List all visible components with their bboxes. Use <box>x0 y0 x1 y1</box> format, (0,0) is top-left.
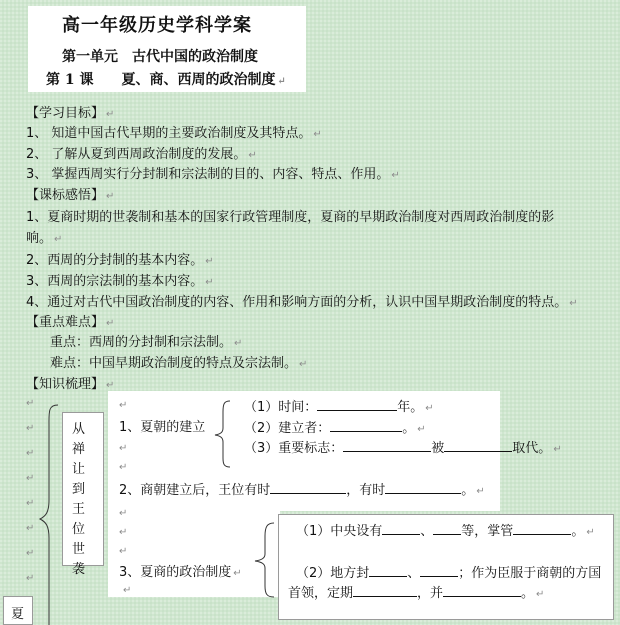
return-mark-icon: ↵ <box>106 380 115 391</box>
politics-central-prefix: （1）中央设有 <box>296 524 383 539</box>
return-mark-icon: ↵ <box>205 277 214 288</box>
return-mark-icon: ↵ <box>569 298 578 309</box>
politics-local-line-2 <box>288 583 544 605</box>
xia-founder-suffix: 。 <box>402 421 416 436</box>
objective-text: 2、 了解从夏到西周政治制度的发展。 <box>26 147 247 162</box>
shang-succession-prefix: 2、商朝建立后，王位有时 <box>119 483 271 498</box>
return-mark-icon: ↵ <box>123 585 132 596</box>
return-mark-icon: ↵ <box>233 568 242 579</box>
return-mark-icon: ↵ <box>106 191 115 202</box>
xia-sign-mid: 被 <box>431 441 445 456</box>
difficult-point-text: 难点：中国早期政治制度的特点及宗法制。 <box>50 356 298 371</box>
xia-sign-suffix: 取代。 <box>512 441 552 456</box>
objective-item <box>26 124 322 145</box>
return-mark-icon: ↵ <box>391 170 400 181</box>
standard-item <box>26 272 214 293</box>
objective-text: 1、 知道中国古代早期的主要政治制度及其特点。 <box>26 126 312 141</box>
objective-item <box>26 165 400 186</box>
xia-sign-line <box>244 438 562 460</box>
return-mark-icon: ↵ <box>26 498 35 509</box>
shang-succession-suffix: 。 <box>461 483 475 498</box>
return-mark-icon: ↵ <box>119 443 128 454</box>
xia-sign-prefix: （3）重要标志： <box>244 441 344 456</box>
standard-text: 2、西周的分封制的基本内容。 <box>26 253 204 268</box>
shang-succession-mid: ，有时 <box>346 483 386 498</box>
return-mark-icon: ↵ <box>248 150 257 161</box>
standard-item: 1、夏商时期的世袭制和基本的国家行政管理制度，夏商的早期政治制度对西周政治制度的影 <box>26 210 555 225</box>
politics-local-blank-1[interactable] <box>369 563 407 577</box>
xia-time-suffix: 年。 <box>397 400 424 415</box>
standards-heading <box>26 186 114 207</box>
politics-local-blank-3[interactable] <box>353 583 417 597</box>
return-mark-icon: ↵ <box>119 508 128 519</box>
page-title: 高一年级历史学科学案 <box>62 15 252 36</box>
standard-item-continued <box>26 229 62 250</box>
politics-central-blank-3[interactable] <box>513 521 571 535</box>
politics-local-prefix: （2）地方封 <box>296 566 370 581</box>
politics-local-sep: 、 <box>407 566 421 581</box>
lesson-title <box>46 69 286 89</box>
standards-heading-text: 【课标感悟】 <box>26 188 105 203</box>
politics-local-line2-prefix: 首领，定期 <box>288 586 354 601</box>
standard-text: 响。 <box>26 231 53 246</box>
return-mark-icon: ↵ <box>26 473 35 484</box>
key-points-heading-text: 【重点难点】 <box>26 315 105 330</box>
return-mark-icon: ↵ <box>313 129 322 140</box>
vertical-label: 从禅让到王位世袭 <box>72 422 86 577</box>
shang-succession-line <box>119 480 485 502</box>
xia-founder-blank[interactable] <box>330 418 402 432</box>
return-mark-icon: ↵ <box>26 523 35 534</box>
return-mark-icon: ↵ <box>476 486 485 497</box>
lesson-title-text: 第 1 课 夏、商、西周的政治制度 <box>46 72 276 88</box>
return-mark-icon: ↵ <box>26 548 35 559</box>
return-mark-icon: ↵ <box>234 338 243 349</box>
politics-central-line <box>296 521 595 543</box>
difficult-point <box>50 354 307 375</box>
xia-label-box <box>3 596 33 625</box>
return-mark-icon: ↵ <box>586 527 595 538</box>
politics-label-text: 3、夏商的政治制度 <box>119 565 232 580</box>
xia-label: 夏 <box>11 607 25 622</box>
return-mark-icon: ↵ <box>299 359 308 370</box>
xia-time-line <box>244 397 434 419</box>
key-points-heading <box>26 313 114 334</box>
shang-succession-blank-1[interactable] <box>270 480 346 494</box>
knowledge-heading-text: 【知识梳理】 <box>26 377 105 392</box>
xia-time-blank[interactable] <box>317 397 397 411</box>
xia-founding-brace-icon <box>212 400 232 468</box>
politics-local-mid: ；作为臣服于商朝的方国 <box>458 566 602 581</box>
politics-local-blank-4[interactable] <box>443 583 521 597</box>
standard-text: 4、通过对古代中国政治制度的内容、作用和影响方面的分析，认识中国早期政治制度的特点。 <box>26 295 568 310</box>
standard-text: 3、西周的宗法制的基本内容。 <box>26 274 204 289</box>
politics-central-mid: 等，掌管 <box>461 524 514 539</box>
return-mark-icon: ↵ <box>553 444 562 455</box>
politics-local-line <box>296 563 601 584</box>
unit-title: 第一单元 古代中国的政治制度 <box>62 49 258 65</box>
objective-item <box>26 145 257 166</box>
xia-founder-line <box>244 418 426 440</box>
return-mark-icon: ↵ <box>425 403 434 414</box>
return-mark-icon: ↵ <box>277 76 286 87</box>
objective-text: 3、 掌握西周实行分封制和宗法制的目的、内容、特点、作用。 <box>26 167 390 182</box>
return-mark-icon: ↵ <box>417 424 426 435</box>
return-mark-icon: ↵ <box>106 109 115 120</box>
politics-local-line2-mid: ，并 <box>417 586 444 601</box>
key-point-text: 重点：西周的分封制和宗法制。 <box>50 335 233 350</box>
politics-central-blank-1[interactable] <box>382 521 420 535</box>
xia-time-prefix: （1）时间： <box>244 400 318 415</box>
key-point <box>50 333 242 354</box>
standard-item <box>26 251 214 272</box>
standard-item <box>26 293 578 314</box>
objectives-heading <box>26 104 114 125</box>
return-mark-icon: ↵ <box>26 423 35 434</box>
return-mark-icon: ↵ <box>26 398 35 409</box>
shang-succession-blank-2[interactable] <box>385 480 461 494</box>
return-mark-icon: ↵ <box>119 462 128 473</box>
politics-central-suffix: 。 <box>571 524 585 539</box>
politics-label <box>119 563 242 584</box>
xia-founder-prefix: （2）建立者： <box>244 421 331 436</box>
politics-local-blank-2[interactable] <box>420 563 458 577</box>
knowledge-heading <box>26 375 114 396</box>
objectives-heading-text: 【学习目标】 <box>26 106 105 121</box>
return-mark-icon: ↵ <box>119 400 128 411</box>
return-mark-icon: ↵ <box>536 589 545 600</box>
politics-local-line2-suffix: 。 <box>521 586 535 601</box>
return-mark-icon: ↵ <box>205 256 214 267</box>
xia-sign-blank-1[interactable] <box>343 438 431 452</box>
politics-brace-icon <box>252 522 276 598</box>
return-mark-icon: ↵ <box>26 573 35 584</box>
politics-central-sep: 、 <box>420 524 434 539</box>
politics-central-blank-2[interactable] <box>433 521 461 535</box>
return-mark-icon: ↵ <box>54 234 63 245</box>
xia-sign-blank-2[interactable] <box>444 438 512 452</box>
xia-founding-label: 1、夏朝的建立 <box>119 420 206 435</box>
outer-brace-icon <box>36 404 60 625</box>
return-mark-icon: ↵ <box>119 546 128 557</box>
return-mark-icon: ↵ <box>119 527 128 538</box>
return-mark-icon: ↵ <box>26 448 35 459</box>
return-mark-icon: ↵ <box>106 318 115 329</box>
